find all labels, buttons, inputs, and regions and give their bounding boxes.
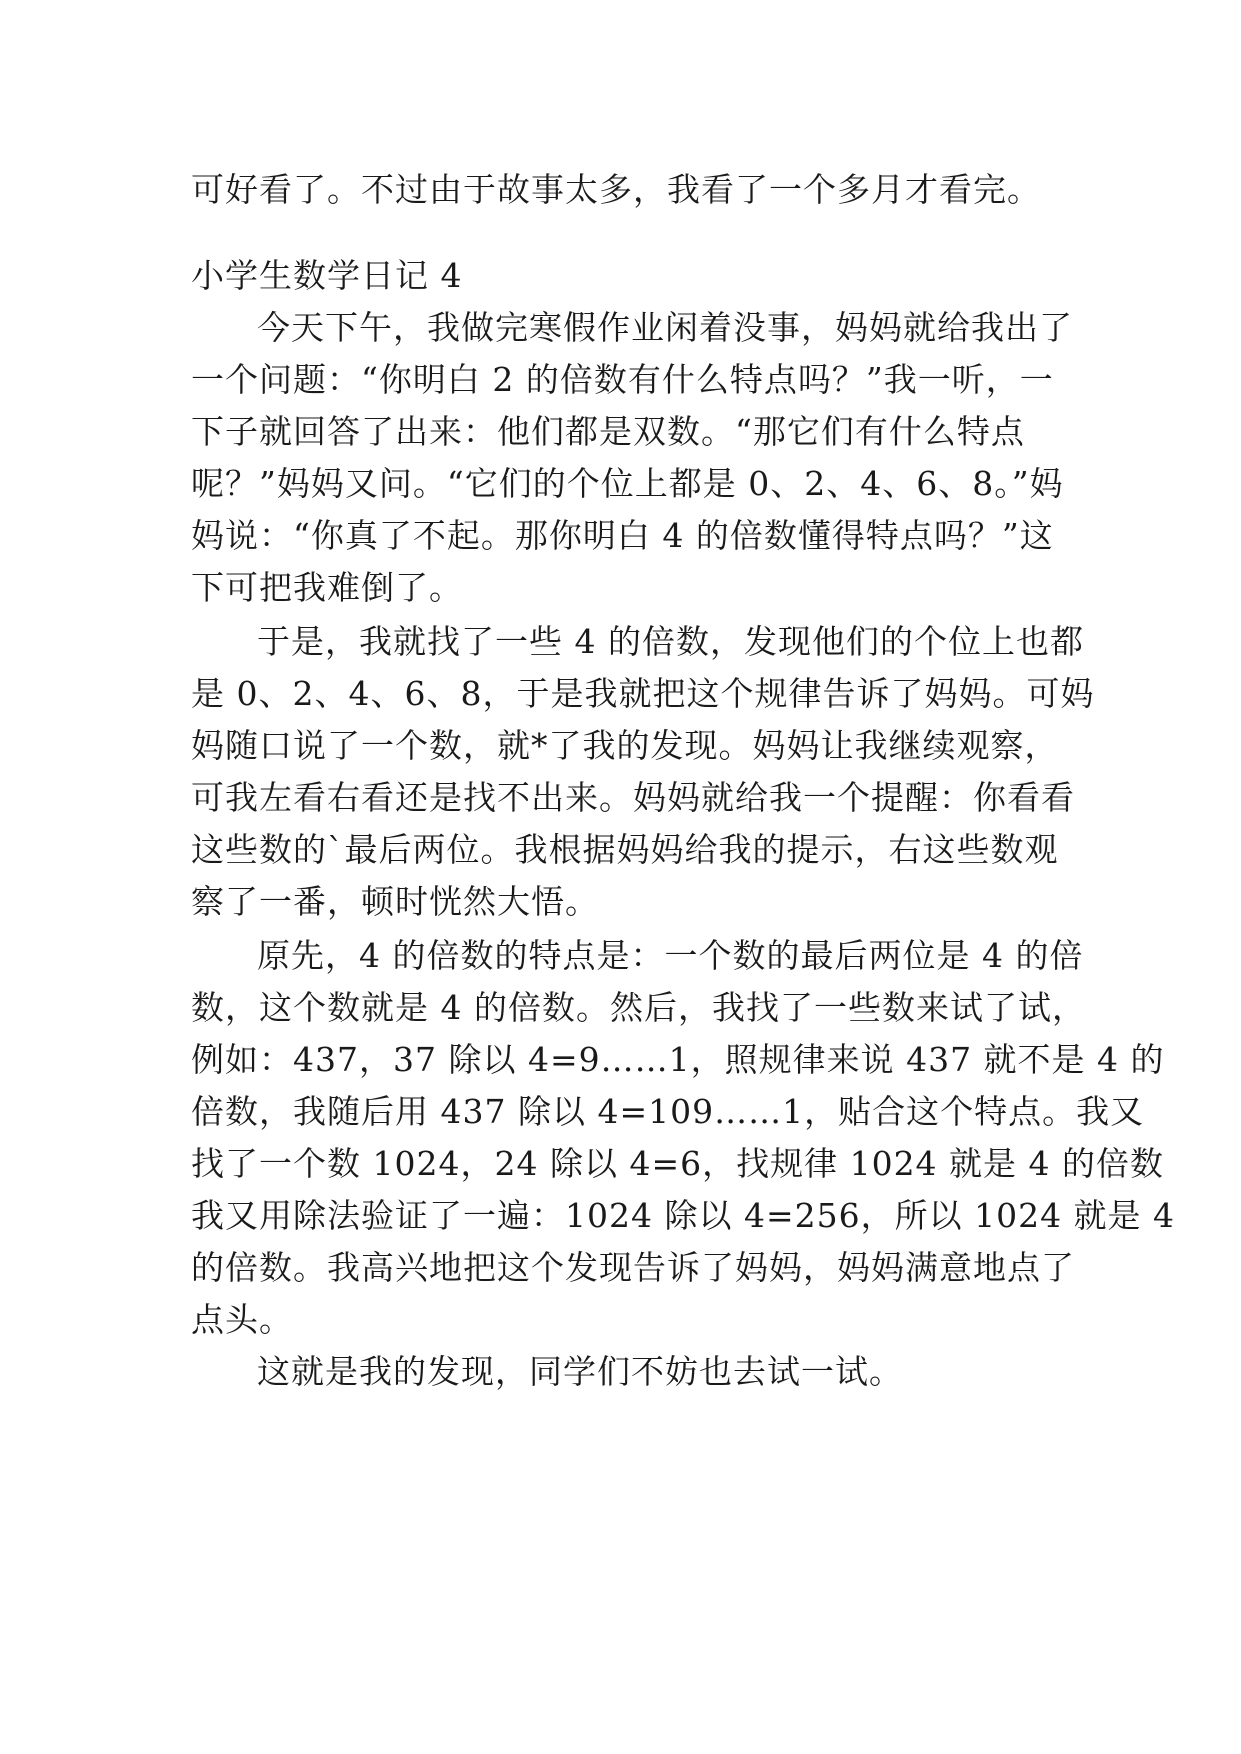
intro-line: 可好看了。不过由于故事太多，我看了一个多月才看完。 [191,170,1041,209]
paragraph-line: 一个问题：“你明白 2 的倍数有什么特点吗？”我一听，一 [191,360,1054,399]
paragraph-line: 是 0、2、4、6、8，于是我就把这个规律告诉了妈妈。可妈 [191,674,1095,713]
paragraph-line: 原先，4 的倍数的特点是：一个数的最后两位是 4 的倍 [257,936,1084,975]
paragraph-line: 下子就回答了出来：他们都是双数。“那它们有什么特点 [191,412,1025,451]
paragraph-line: 察了一番，顿时恍然大悟。 [191,882,599,921]
paragraph-line: 例如：437，37 除以 4=9……1，照规律来说 437 就不是 4 的 [191,1040,1165,1079]
paragraph-line: 我又用除法验证了一遍：1024 除以 4=256，所以 1024 就是 4 [191,1196,1176,1235]
section-title: 小学生数学日记 4 [191,256,463,295]
paragraph-line: 数，这个数就是 4 的倍数。然后，我找了一些数来试了试， [191,988,1086,1027]
paragraph-line: 找了一个数 1024，24 除以 4=6，找规律 1024 就是 4 的倍数 [191,1144,1165,1183]
paragraph-line: 呢？”妈妈又问。“它们的个位上都是 0、2、4、6、8。”妈 [191,464,1064,503]
paragraph-line: 倍数，我随后用 437 除以 4=109……1，贴合这个特点。我又 [191,1092,1145,1131]
paragraph-line: 这就是我的发现，同学们不妨也去试一试。 [257,1352,903,1391]
paragraph-line: 点头。 [191,1300,293,1339]
paragraph-line: 下可把我难倒了。 [191,568,463,607]
paragraph-line: 今天下午，我做完寒假作业闲着没事，妈妈就给我出了 [257,308,1073,347]
paragraph-line: 妈说：“你真了不起。那你明白 4 的倍数懂得特点吗？”这 [191,516,1054,555]
paragraph-line: 的倍数。我高兴地把这个发现告诉了妈妈，妈妈满意地点了 [191,1248,1075,1287]
paragraph-line: 这些数的`最后两位。我根据妈妈给我的提示，右这些数观 [191,830,1059,869]
paragraph-line: 妈随口说了一个数，就*了我的发现。妈妈让我继续观察， [191,726,1059,765]
paragraph-line: 于是，我就找了一些 4 的倍数，发现他们的个位上也都 [257,622,1084,661]
paragraph-line: 可我左看右看还是找不出来。妈妈就给我一个提醒：你看看 [191,778,1075,817]
